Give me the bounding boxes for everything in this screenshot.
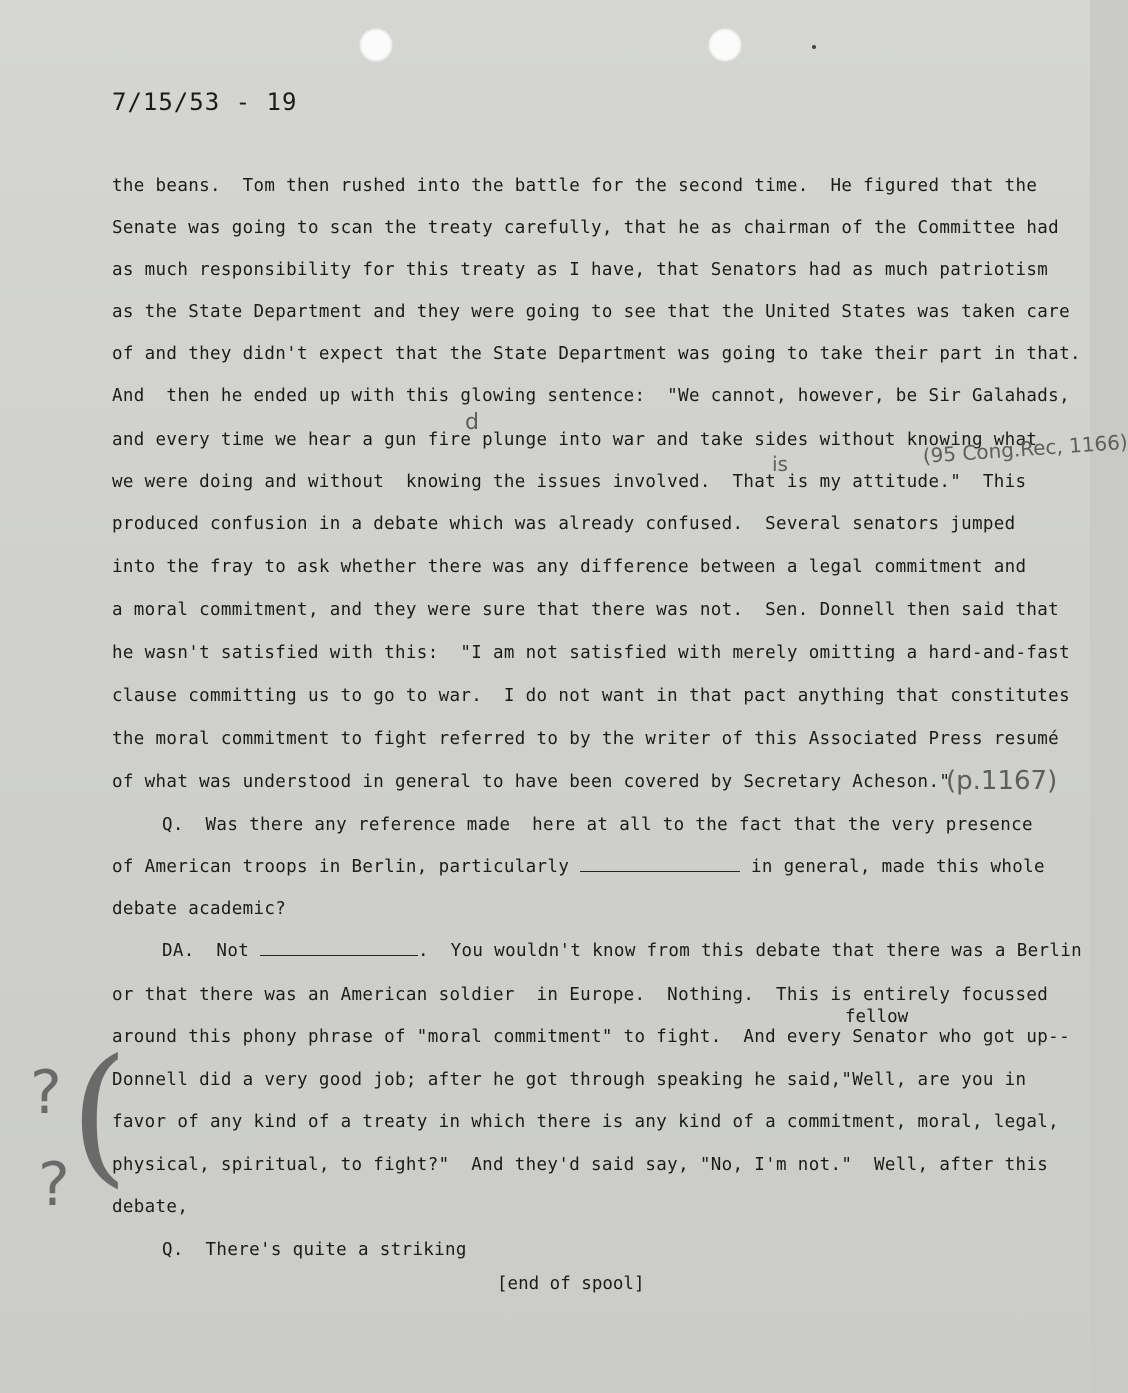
handwritten-insert-is: is — [772, 452, 788, 476]
margin-question-mark: ? — [30, 1058, 62, 1128]
answer-line: Donnell did a very good job; after he got through speaking he said,"Well, are you in — [112, 1070, 1027, 1090]
punch-hole-right — [708, 28, 742, 62]
answer-line: favor of any kind of a treaty in which there is any kind of a commitment, moral, legal, — [112, 1112, 1060, 1132]
answer-line — [162, 941, 1082, 961]
body-line: the beans. Tom then rushed into the battle for the second time. He figured that the — [112, 176, 1038, 196]
question-line: debate academic? — [112, 899, 287, 919]
answer-line: or that there was an American soldier in Europe. Nothing. This is entirely focussed — [112, 985, 1049, 1005]
answer-line: physical, spiritual, to fight?" And they'd said say, "No, I'm not." Well, after this — [112, 1155, 1049, 1175]
end-of-spool-note: [end of spool] — [497, 1274, 645, 1294]
punch-hole-left — [359, 28, 393, 62]
question-line — [112, 857, 1045, 877]
body-line: produced confusion in a debate which was already confused. Several senators jumped — [112, 514, 1016, 534]
answer-line: debate, — [112, 1197, 189, 1217]
question-line: Q. Was there any reference made here at all to the fact that the very presence — [162, 815, 1033, 835]
body-line: And then he ended up with this glowing sentence: "We cannot, however, be Sir Galahads, — [112, 386, 1070, 406]
body-line: as much responsibility for this treaty as I have, that Senators had as much patriotism — [112, 260, 1049, 280]
body-line: of and they didn't expect that the State Department was going to take their part in that. — [112, 344, 1081, 364]
handwritten-insert-d: d — [465, 410, 479, 435]
interlinear-correction: fellow — [845, 1007, 909, 1027]
blank-line — [260, 941, 418, 956]
blank-line — [580, 857, 740, 872]
body-line: clause committing us to go to war. I do not want in that pact anything that constitutes — [112, 686, 1070, 706]
body-line: he wasn't satisfied with this: "I am not satisfied with merely omitting a hard-and-fast — [112, 643, 1070, 663]
question-line: Q. There's quite a striking — [162, 1240, 467, 1260]
body-line: we were doing and without knowing the issues involved. That is my attitude." This — [112, 472, 1027, 492]
margin-bracket: ( — [70, 1028, 129, 1202]
question-text: of American troops in Berlin, particularly — [112, 857, 581, 877]
handwritten-citation: (p.1167) — [946, 766, 1058, 796]
margin-question-mark: ? — [38, 1150, 70, 1220]
body-line: as the State Department and they were going to see that the United States was taken care — [112, 302, 1070, 322]
handwritten-citation: (95 Cong.Rec, 1166) — [922, 429, 1128, 468]
answer-text: . You wouldn't know from this debate that there was a Berlin — [417, 941, 1083, 961]
body-line: Senate was going to scan the treaty carefully, that he as chairman of the Committee had — [112, 218, 1060, 238]
answer-text: DA. Not — [162, 941, 260, 961]
body-line: a moral commitment, and they were sure that there was not. Sen. Donnell then said that — [112, 600, 1060, 620]
body-line: of what was understood in general to have been covered by Secretary Acheson." — [112, 772, 951, 792]
page-reference: 7/15/53 - 19 — [112, 88, 298, 116]
body-line: the moral commitment to fight referred to by the writer of this Associated Press resumé — [112, 729, 1060, 749]
answer-line: around this phony phrase of "moral commitment" to fight. And every Senator who got up-- — [112, 1027, 1070, 1047]
question-text: in general, made this whole — [740, 857, 1045, 877]
body-line: and every time we hear a gun fire plunge into war and take sides without knowing what — [112, 430, 1038, 450]
ink-speck — [812, 45, 816, 49]
body-line: into the fray to ask whether there was any difference between a legal commitment and — [112, 557, 1027, 577]
